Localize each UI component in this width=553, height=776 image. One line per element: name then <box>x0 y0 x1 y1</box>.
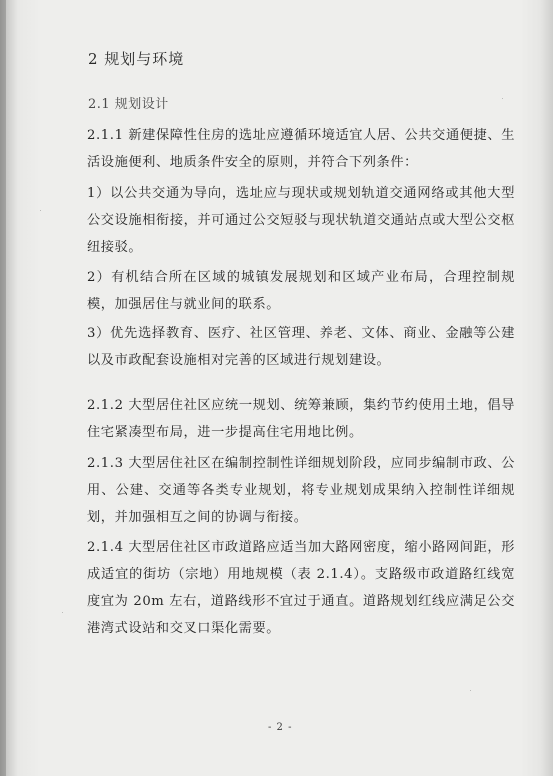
paragraph-2-1-2: 2.1.2 大型居住社区应统一规划、统筹兼顾，集约节约使用土地，倡导住宅紧凑型布局，进一步提高住宅用地比例。 <box>87 398 515 440</box>
paragraph-2-1-3: 2.1.3 大型居住社区在编制控制性详细规划阶段，应同步编制市政、公用、公建、交通等各类专业规划，将专业规划成果纳入控制性详细规划，并加强相互之间的协调与衔接。 <box>87 456 515 525</box>
paragraph-2-1-4: 2.1.4 大型居住社区市政道路应适当加大路网密度，缩小路网间距，形成适宜的街坊（宗地）用地规模（表 2.1.4）。支路级市政道路红线宽度宜为 20m 左右，道路线形不宜过于通直。道路规划红线应满足公交港湾式设站和交叉口渠化需要。 <box>87 540 515 636</box>
subsection-title: 2.1 规划设计 <box>88 97 169 112</box>
scan-speck <box>40 210 41 211</box>
section-title: 2 规划与环境 <box>88 50 185 68</box>
binding-shadow <box>0 0 6 776</box>
scan-speck <box>62 612 63 613</box>
paragraph-item-1: 1）以公共交通为导向，选址应与现状或规划轨道交通网络或其他大型公交设施相衔接，并可通过公交短驳与现状轨道交通站点或大型公交枢纽接驳。 <box>87 186 515 255</box>
paragraph-item-2: 2）有机结合所在区域的城镇发展规划和区域产业布局，合理控制规模，加强居住与就业间的联系。 <box>87 270 515 312</box>
page-number: - 2 - <box>268 722 293 733</box>
paragraph-item-3: 3）优先选择教育、医疗、社区管理、养老、文体、商业、金融等公建以及市政配套设施相对完善的区域进行规划建设。 <box>87 326 515 368</box>
scan-speck <box>502 98 503 99</box>
paragraph-2-1-1: 2.1.1 新建保障性住房的选址应遵循环境适宜人居、公共交通便捷、生活设施便利、地质条件安全的原则，并符合下列条件： <box>87 128 515 170</box>
scan-speck <box>470 690 471 691</box>
